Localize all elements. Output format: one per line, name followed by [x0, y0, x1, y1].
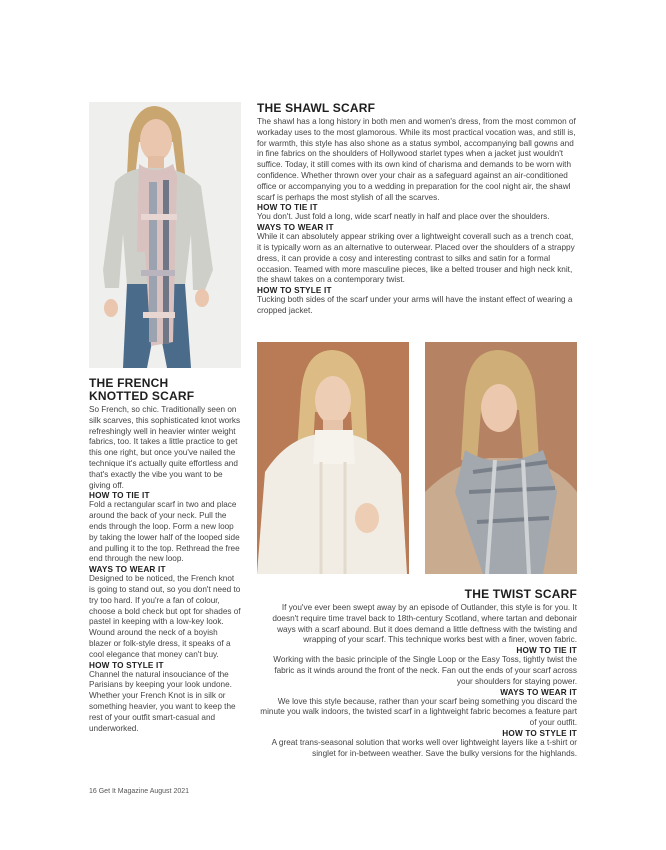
french-scarf-intro: So French, so chic. Traditionally seen on silk scarves, this sophisticated knot works refreshingly well in heavier winter weight fabrics, too. It takes a little practice to get this one right, but once you've nailed the technique it's actually quite effortless and that's exactly the vibe you want to be giving off.	[89, 405, 241, 490]
twist-how-to-tie-heading: HOW TO TIE IT	[516, 646, 577, 656]
page-folio: 16 Get It Magazine August 2021	[89, 788, 190, 795]
twist-style-heading: HOW TO STYLE IT	[502, 728, 577, 738]
french-knotted-scarf-section	[89, 377, 242, 734]
photo-french-knotted-scarf	[89, 102, 241, 368]
photo-shawl-scarf	[257, 342, 409, 574]
shawl-style-text: Tucking both sides of the scarf under your arms will have the instant effect of wearing a cropped jacket.	[257, 295, 573, 315]
twist-ways-heading: WAYS TO WEAR IT	[500, 687, 577, 697]
french-scarf-title-line1: THE FRENCH	[89, 376, 169, 390]
french-style-heading: HOW TO STYLE IT	[89, 660, 164, 670]
twist-ways-text: We love this style because, rather than your scarf being something you discard the minute you walk indoors, the twisted scarf in a lightweight fabric becomes a feature part of your outfit.	[260, 696, 577, 728]
french-scarf-title	[89, 377, 242, 402]
shawl-ways-text: While it can absolutely appear striking over a lightweight coverall such as a trench coat, it is typically worn as an alternative to outerwear. Placed over the shoulders of a strappy dress, it can provide a cosy and interesting contrast to silks and satin for a formal occasion. Teamed with more masculine pieces, like a belted trouser and high neck knit, the shawl takes on a contemporary twist.	[257, 232, 575, 285]
french-style-text: Channel the natural insouciance of the Parisians by keeping your look undone. Whether your French Knot is in silk or something heavier, you want to keep the rest of your outfit smart-casual and underworked.	[89, 669, 236, 733]
shawl-how-to-tie-heading: HOW TO TIE IT	[257, 203, 318, 213]
french-ways-heading: WAYS TO WEAR IT	[89, 565, 166, 575]
photo-twist-scarf	[425, 342, 577, 574]
twist-scarf-intro: If you've ever been swept away by an episode of Outlander, this style is for you. It doesn't require time travel back to 18th-century Scotland, where tartan and debonair ways with a scarf abound. But it does demand a little deftness with the twisting and wrapping of your scarf. This technique works best with a finer, woven fabric.	[272, 603, 577, 645]
shawl-how-to-tie-text: You don't. Just fold a long, wide scarf neatly in half and place over the shoulders.	[257, 212, 550, 222]
twist-scarf-section	[257, 587, 577, 760]
shawl-scarf-title: THE SHAWL SCARF	[257, 101, 376, 115]
twist-how-to-tie-text: Working with the basic principle of the Single Loop or the Easy Toss, tightly twist the fabric as it winds around the front of the neck. Fan out the ends of your scarf across your shoulders for staying power.	[273, 655, 577, 686]
shawl-scarf-intro: The shawl has a long history in both men and women's dress, from the most common of workaday uses to the most glamorous. While its most practical vocation was, and still is, for warmth, this style has also shone as a status symbol, accompanying ball gowns and in fine fabrics on the shoulders of Hollywood starlet types when a jacket just wouldn't suffice. Today, it still comes with its own kind of charisma and demands to be worn with confidence. Whether thrown over your chair as a safeguard against an air-conditioned office or accompanying you to a wedding in preparation for the cool night air, the shawl scarf is perhaps the most stylish of all the scarves.	[257, 117, 576, 202]
french-how-to-tie-heading: HOW TO TIE IT	[89, 491, 150, 501]
french-scarf-title-line2: KNOTTED SCARF	[89, 388, 195, 403]
shawl-ways-heading: WAYS TO WEAR IT	[257, 223, 334, 233]
french-ways-text: Designed to be noticed, the French knot is going to stand out, so you don't need to try too hard. If you're a fan of colour, choose a bold check but opt for shades of pastel in keeping with a low-key look. Wound around the neck of a boyish blazer or folk-style dress, it speaks of a cool elegance that money can't buy.	[89, 574, 241, 659]
twist-style-text: A great trans-seasonal solution that works well over lightweight layers like a t-shirt or singlet for in-between weather. Save the bulky versions for the highlands.	[271, 737, 577, 758]
shawl-style-heading: HOW TO STYLE IT	[257, 286, 332, 296]
french-how-to-tie-text: Fold a rectangular scarf in two and place around the back of your neck. Pull the ends through the loop. Form a new loop by taking the lower half of the looped side and pulling it to the top. Rethread the free end through the new loop.	[89, 500, 240, 564]
twist-scarf-title: THE TWIST SCARF	[464, 587, 577, 601]
shawl-scarf-section	[257, 101, 577, 317]
